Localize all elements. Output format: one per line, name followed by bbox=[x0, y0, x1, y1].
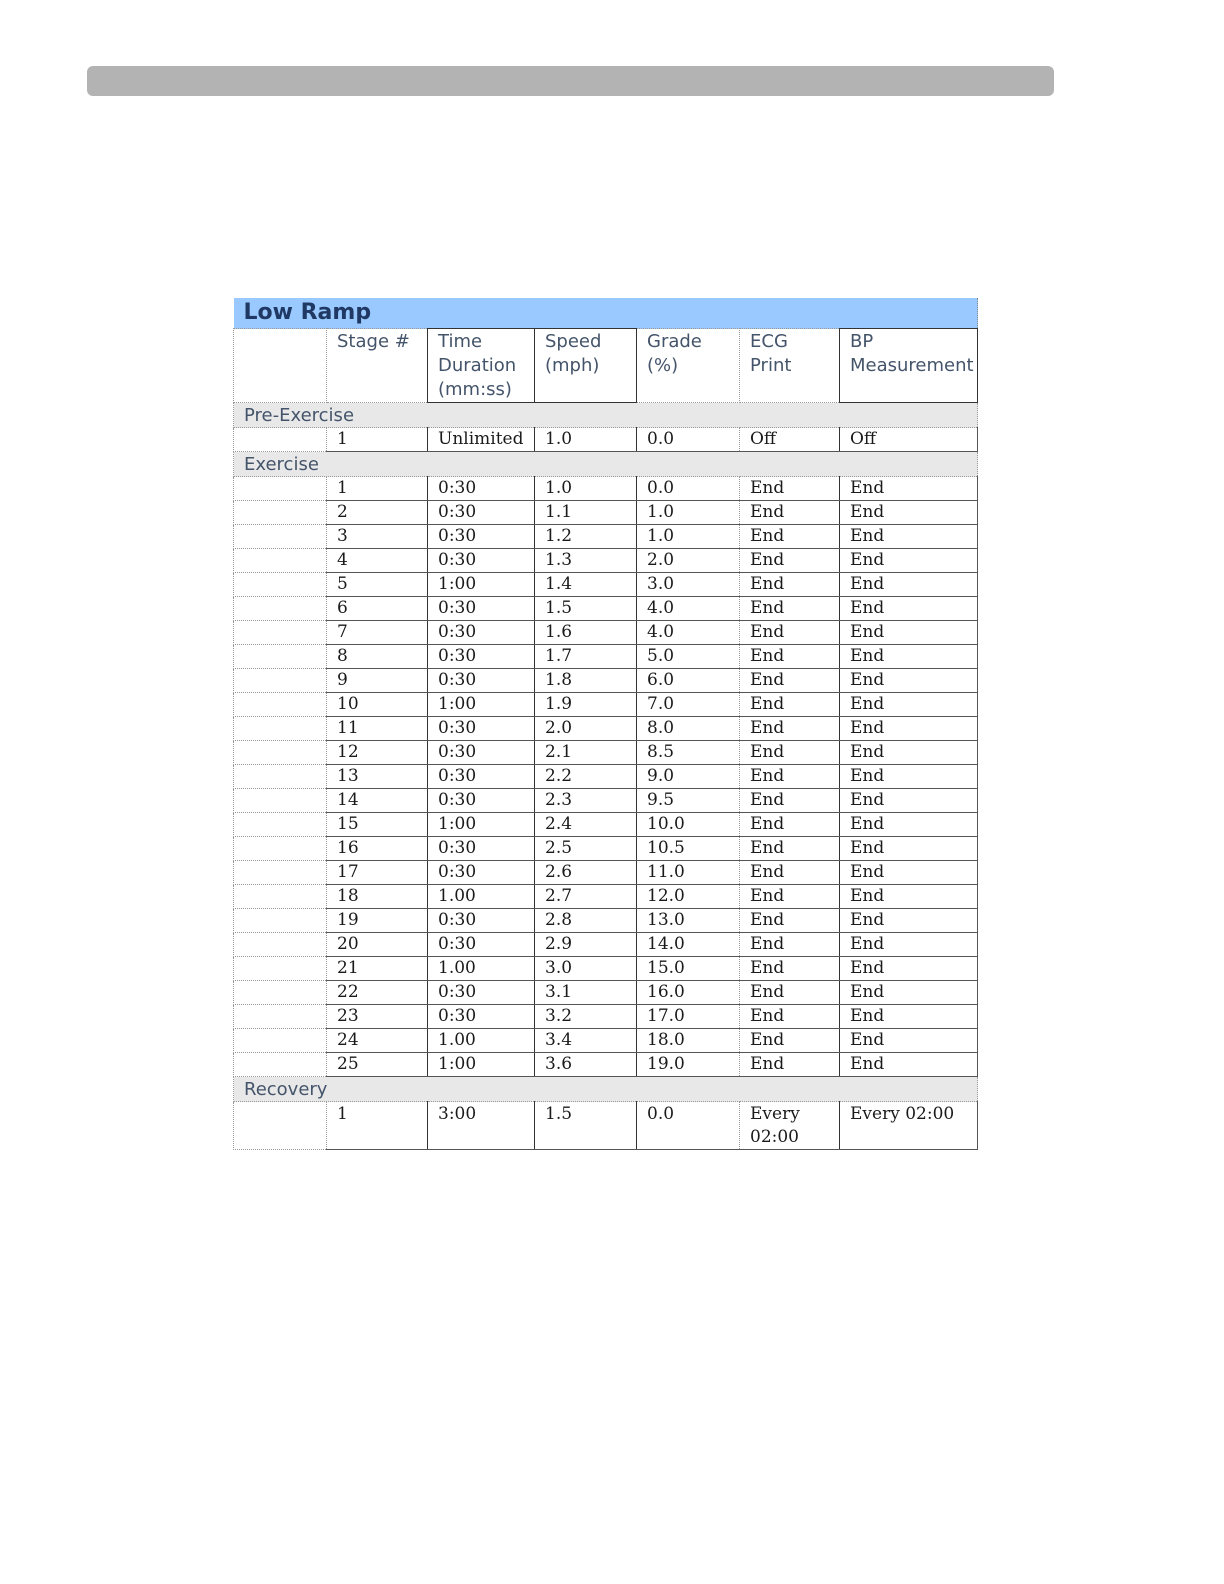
cell-ecg: End bbox=[740, 693, 840, 717]
cell-grade: 9.5 bbox=[637, 789, 740, 813]
cell-stage: 9 bbox=[327, 669, 428, 693]
cell-bp: End bbox=[840, 549, 978, 573]
cell-ecg: End bbox=[740, 477, 840, 501]
cell-grade: 18.0 bbox=[637, 1029, 740, 1053]
exercise-row bbox=[234, 525, 978, 549]
cell-speed: 1.4 bbox=[535, 573, 637, 597]
cell-time: 1:00 bbox=[428, 573, 535, 597]
cell-stage: 21 bbox=[327, 957, 428, 981]
cell-stage: 20 bbox=[327, 933, 428, 957]
section-label-recovery: Recovery bbox=[234, 1077, 978, 1102]
exercise-row bbox=[234, 645, 978, 669]
cell-time: 1.00 bbox=[428, 885, 535, 909]
cell-time: 0:30 bbox=[428, 909, 535, 933]
cell-time: 3:00 bbox=[428, 1102, 535, 1150]
cell-speed: 2.7 bbox=[535, 885, 637, 909]
cell-ecg: End bbox=[740, 741, 840, 765]
header-blank bbox=[234, 329, 327, 403]
column-header-row bbox=[234, 329, 978, 403]
cell-bp: End bbox=[840, 885, 978, 909]
exercise-row bbox=[234, 837, 978, 861]
cell-stage: 6 bbox=[327, 597, 428, 621]
row-blank-cell bbox=[234, 693, 327, 717]
cell-bp: End bbox=[840, 525, 978, 549]
cell-grade: 4.0 bbox=[637, 597, 740, 621]
cell-ecg: End bbox=[740, 1029, 840, 1053]
cell-speed: 2.2 bbox=[535, 765, 637, 789]
cell-speed: 1.8 bbox=[535, 669, 637, 693]
cell-time: 0:30 bbox=[428, 669, 535, 693]
row-blank-cell bbox=[234, 501, 327, 525]
cell-grade: 4.0 bbox=[637, 621, 740, 645]
exercise-row bbox=[234, 573, 978, 597]
cell-grade: 5.0 bbox=[637, 645, 740, 669]
cell-bp: End bbox=[840, 861, 978, 885]
row-blank-cell bbox=[234, 957, 327, 981]
cell-ecg: End bbox=[740, 549, 840, 573]
cell-grade: 1.0 bbox=[637, 525, 740, 549]
cell-grade: 0.0 bbox=[637, 1102, 740, 1150]
cell-time: 0:30 bbox=[428, 933, 535, 957]
cell-bp: End bbox=[840, 621, 978, 645]
page-header-bar bbox=[87, 66, 1054, 96]
cell-stage: 11 bbox=[327, 717, 428, 741]
cell-bp: End bbox=[840, 957, 978, 981]
cell-ecg: End bbox=[740, 573, 840, 597]
cell-bp: End bbox=[840, 981, 978, 1005]
cell-ecg: End bbox=[740, 837, 840, 861]
cell-ecg: End bbox=[740, 813, 840, 837]
cell-time: 0:30 bbox=[428, 861, 535, 885]
cell-grade: 16.0 bbox=[637, 981, 740, 1005]
exercise-row bbox=[234, 909, 978, 933]
cell-stage: 10 bbox=[327, 693, 428, 717]
cell-grade: 3.0 bbox=[637, 573, 740, 597]
cell-stage: 16 bbox=[327, 837, 428, 861]
protocol-table bbox=[233, 298, 978, 1150]
cell-time: 0:30 bbox=[428, 717, 535, 741]
exercise-row bbox=[234, 693, 978, 717]
exercise-row bbox=[234, 717, 978, 741]
exercise-row bbox=[234, 597, 978, 621]
exercise-row bbox=[234, 957, 978, 981]
row-blank-cell bbox=[234, 645, 327, 669]
cell-stage: 19 bbox=[327, 909, 428, 933]
section-row-exercise bbox=[234, 452, 978, 477]
cell-speed: 2.6 bbox=[535, 861, 637, 885]
cell-speed: 3.4 bbox=[535, 1029, 637, 1053]
cell-speed: 1.0 bbox=[535, 428, 637, 452]
cell-stage: 1 bbox=[327, 477, 428, 501]
cell-speed: 2.8 bbox=[535, 909, 637, 933]
cell-speed: 1.3 bbox=[535, 549, 637, 573]
row-blank-cell bbox=[234, 861, 327, 885]
cell-bp: End bbox=[840, 1005, 978, 1029]
row-blank-cell bbox=[234, 909, 327, 933]
cell-bp: End bbox=[840, 1029, 978, 1053]
cell-stage: 2 bbox=[327, 501, 428, 525]
cell-stage: 1 bbox=[327, 428, 428, 452]
cell-speed: 1.7 bbox=[535, 645, 637, 669]
cell-grade: 11.0 bbox=[637, 861, 740, 885]
cell-time: 0:30 bbox=[428, 501, 535, 525]
cell-bp: Off bbox=[840, 428, 978, 452]
row-blank-cell bbox=[234, 789, 327, 813]
cell-time: 1:00 bbox=[428, 813, 535, 837]
exercise-row bbox=[234, 1029, 978, 1053]
cell-speed: 1.0 bbox=[535, 477, 637, 501]
row-blank-cell bbox=[234, 428, 327, 452]
cell-grade: 6.0 bbox=[637, 669, 740, 693]
cell-speed: 1.9 bbox=[535, 693, 637, 717]
header-stage: Stage # bbox=[327, 329, 428, 403]
row-blank-cell bbox=[234, 813, 327, 837]
cell-ecg: End bbox=[740, 717, 840, 741]
exercise-row bbox=[234, 933, 978, 957]
cell-bp: End bbox=[840, 597, 978, 621]
row-blank-cell bbox=[234, 597, 327, 621]
row-blank-cell bbox=[234, 669, 327, 693]
cell-bp: End bbox=[840, 1053, 978, 1077]
cell-grade: 12.0 bbox=[637, 885, 740, 909]
exercise-row bbox=[234, 501, 978, 525]
cell-ecg: Off bbox=[740, 428, 840, 452]
cell-stage: 15 bbox=[327, 813, 428, 837]
cell-bp: End bbox=[840, 813, 978, 837]
section-label-exercise: Exercise bbox=[234, 452, 978, 477]
cell-speed: 2.3 bbox=[535, 789, 637, 813]
cell-speed: 2.5 bbox=[535, 837, 637, 861]
cell-speed: 1.5 bbox=[535, 597, 637, 621]
cell-grade: 13.0 bbox=[637, 909, 740, 933]
cell-time: 1:00 bbox=[428, 693, 535, 717]
exercise-row bbox=[234, 621, 978, 645]
cell-ecg: End bbox=[740, 621, 840, 645]
cell-speed: 3.0 bbox=[535, 957, 637, 981]
cell-grade: 7.0 bbox=[637, 693, 740, 717]
cell-time: 0:30 bbox=[428, 645, 535, 669]
cell-time: 0:30 bbox=[428, 525, 535, 549]
cell-ecg: End bbox=[740, 861, 840, 885]
exercise-row bbox=[234, 477, 978, 501]
cell-bp: End bbox=[840, 501, 978, 525]
cell-grade: 15.0 bbox=[637, 957, 740, 981]
row-blank-cell bbox=[234, 549, 327, 573]
cell-ecg: End bbox=[740, 765, 840, 789]
cell-bp: End bbox=[840, 669, 978, 693]
exercise-row bbox=[234, 669, 978, 693]
cell-grade: 10.0 bbox=[637, 813, 740, 837]
cell-stage: 3 bbox=[327, 525, 428, 549]
cell-speed: 1.6 bbox=[535, 621, 637, 645]
cell-stage: 5 bbox=[327, 573, 428, 597]
cell-speed: 1.2 bbox=[535, 525, 637, 549]
cell-grade: 19.0 bbox=[637, 1053, 740, 1077]
header-bp: BP Measurement bbox=[840, 329, 978, 403]
row-blank-cell bbox=[234, 765, 327, 789]
row-blank-cell bbox=[234, 981, 327, 1005]
row-blank-cell bbox=[234, 741, 327, 765]
cell-time: 0:30 bbox=[428, 621, 535, 645]
header-speed: Speed (mph) bbox=[535, 329, 637, 403]
cell-ecg: End bbox=[740, 645, 840, 669]
cell-ecg: End bbox=[740, 525, 840, 549]
exercise-row bbox=[234, 981, 978, 1005]
cell-stage: 13 bbox=[327, 765, 428, 789]
exercise-row bbox=[234, 1053, 978, 1077]
row-blank-cell bbox=[234, 1102, 327, 1150]
cell-speed: 2.9 bbox=[535, 933, 637, 957]
cell-stage: 4 bbox=[327, 549, 428, 573]
cell-time: 1.00 bbox=[428, 957, 535, 981]
cell-ecg: End bbox=[740, 1005, 840, 1029]
cell-stage: 23 bbox=[327, 1005, 428, 1029]
cell-stage: 25 bbox=[327, 1053, 428, 1077]
row-blank-cell bbox=[234, 525, 327, 549]
cell-time: 0:30 bbox=[428, 1005, 535, 1029]
row-blank-cell bbox=[234, 1029, 327, 1053]
cell-stage: 14 bbox=[327, 789, 428, 813]
section-row-pre-exercise bbox=[234, 403, 978, 428]
cell-ecg: End bbox=[740, 933, 840, 957]
cell-ecg: End bbox=[740, 501, 840, 525]
cell-ecg: End bbox=[740, 957, 840, 981]
cell-stage: 18 bbox=[327, 885, 428, 909]
header-time: Time Duration (mm:ss) bbox=[428, 329, 535, 403]
cell-stage: 17 bbox=[327, 861, 428, 885]
header-grade: Grade (%) bbox=[637, 329, 740, 403]
cell-bp: End bbox=[840, 765, 978, 789]
exercise-row bbox=[234, 1005, 978, 1029]
cell-speed: 3.2 bbox=[535, 1005, 637, 1029]
cell-bp: End bbox=[840, 933, 978, 957]
cell-grade: 1.0 bbox=[637, 501, 740, 525]
cell-ecg: End bbox=[740, 597, 840, 621]
cell-time: Unlimited bbox=[428, 428, 535, 452]
cell-speed: 1.1 bbox=[535, 501, 637, 525]
cell-bp: End bbox=[840, 789, 978, 813]
cell-ecg: Every 02:00 bbox=[740, 1102, 840, 1150]
section-row-recovery bbox=[234, 1077, 978, 1102]
cell-bp: End bbox=[840, 717, 978, 741]
cell-time: 0:30 bbox=[428, 789, 535, 813]
cell-stage: 22 bbox=[327, 981, 428, 1005]
exercise-row bbox=[234, 885, 978, 909]
exercise-row bbox=[234, 813, 978, 837]
cell-bp: Every 02:00 bbox=[840, 1102, 978, 1150]
cell-bp: End bbox=[840, 477, 978, 501]
exercise-row bbox=[234, 765, 978, 789]
cell-stage: 7 bbox=[327, 621, 428, 645]
row-blank-cell bbox=[234, 837, 327, 861]
cell-bp: End bbox=[840, 837, 978, 861]
cell-bp: End bbox=[840, 693, 978, 717]
cell-ecg: End bbox=[740, 981, 840, 1005]
cell-stage: 12 bbox=[327, 741, 428, 765]
cell-time: 0:30 bbox=[428, 981, 535, 1005]
cell-grade: 17.0 bbox=[637, 1005, 740, 1029]
section-label-pre-exercise: Pre-Exercise bbox=[234, 403, 978, 428]
cell-speed: 2.1 bbox=[535, 741, 637, 765]
cell-grade: 0.0 bbox=[637, 428, 740, 452]
cell-ecg: End bbox=[740, 789, 840, 813]
row-blank-cell bbox=[234, 477, 327, 501]
cell-time: 0:30 bbox=[428, 597, 535, 621]
pre-exercise-row bbox=[234, 428, 978, 452]
cell-ecg: End bbox=[740, 885, 840, 909]
row-blank-cell bbox=[234, 573, 327, 597]
cell-time: 0:30 bbox=[428, 477, 535, 501]
cell-stage: 8 bbox=[327, 645, 428, 669]
cell-time: 1:00 bbox=[428, 1053, 535, 1077]
row-blank-cell bbox=[234, 885, 327, 909]
table-title-row bbox=[234, 298, 978, 329]
recovery-row bbox=[234, 1102, 978, 1150]
cell-ecg: End bbox=[740, 669, 840, 693]
cell-time: 1.00 bbox=[428, 1029, 535, 1053]
exercise-row bbox=[234, 789, 978, 813]
cell-speed: 3.6 bbox=[535, 1053, 637, 1077]
row-blank-cell bbox=[234, 933, 327, 957]
cell-speed: 2.4 bbox=[535, 813, 637, 837]
cell-ecg: End bbox=[740, 909, 840, 933]
cell-grade: 14.0 bbox=[637, 933, 740, 957]
cell-speed: 2.0 bbox=[535, 717, 637, 741]
cell-grade: 10.5 bbox=[637, 837, 740, 861]
cell-stage: 1 bbox=[327, 1102, 428, 1150]
cell-ecg: End bbox=[740, 1053, 840, 1077]
row-blank-cell bbox=[234, 1053, 327, 1077]
row-blank-cell bbox=[234, 717, 327, 741]
cell-grade: 8.5 bbox=[637, 741, 740, 765]
cell-speed: 3.1 bbox=[535, 981, 637, 1005]
cell-time: 0:30 bbox=[428, 741, 535, 765]
table-title: Low Ramp bbox=[234, 298, 978, 329]
cell-stage: 24 bbox=[327, 1029, 428, 1053]
cell-time: 0:30 bbox=[428, 549, 535, 573]
cell-grade: 0.0 bbox=[637, 477, 740, 501]
row-blank-cell bbox=[234, 621, 327, 645]
cell-time: 0:30 bbox=[428, 837, 535, 861]
header-ecg: ECG Print bbox=[740, 329, 840, 403]
cell-bp: End bbox=[840, 645, 978, 669]
cell-bp: End bbox=[840, 741, 978, 765]
exercise-row bbox=[234, 741, 978, 765]
row-blank-cell bbox=[234, 1005, 327, 1029]
exercise-row bbox=[234, 861, 978, 885]
cell-bp: End bbox=[840, 909, 978, 933]
cell-speed: 1.5 bbox=[535, 1102, 637, 1150]
cell-grade: 9.0 bbox=[637, 765, 740, 789]
cell-grade: 8.0 bbox=[637, 717, 740, 741]
cell-grade: 2.0 bbox=[637, 549, 740, 573]
exercise-row bbox=[234, 549, 978, 573]
cell-bp: End bbox=[840, 573, 978, 597]
cell-time: 0:30 bbox=[428, 765, 535, 789]
